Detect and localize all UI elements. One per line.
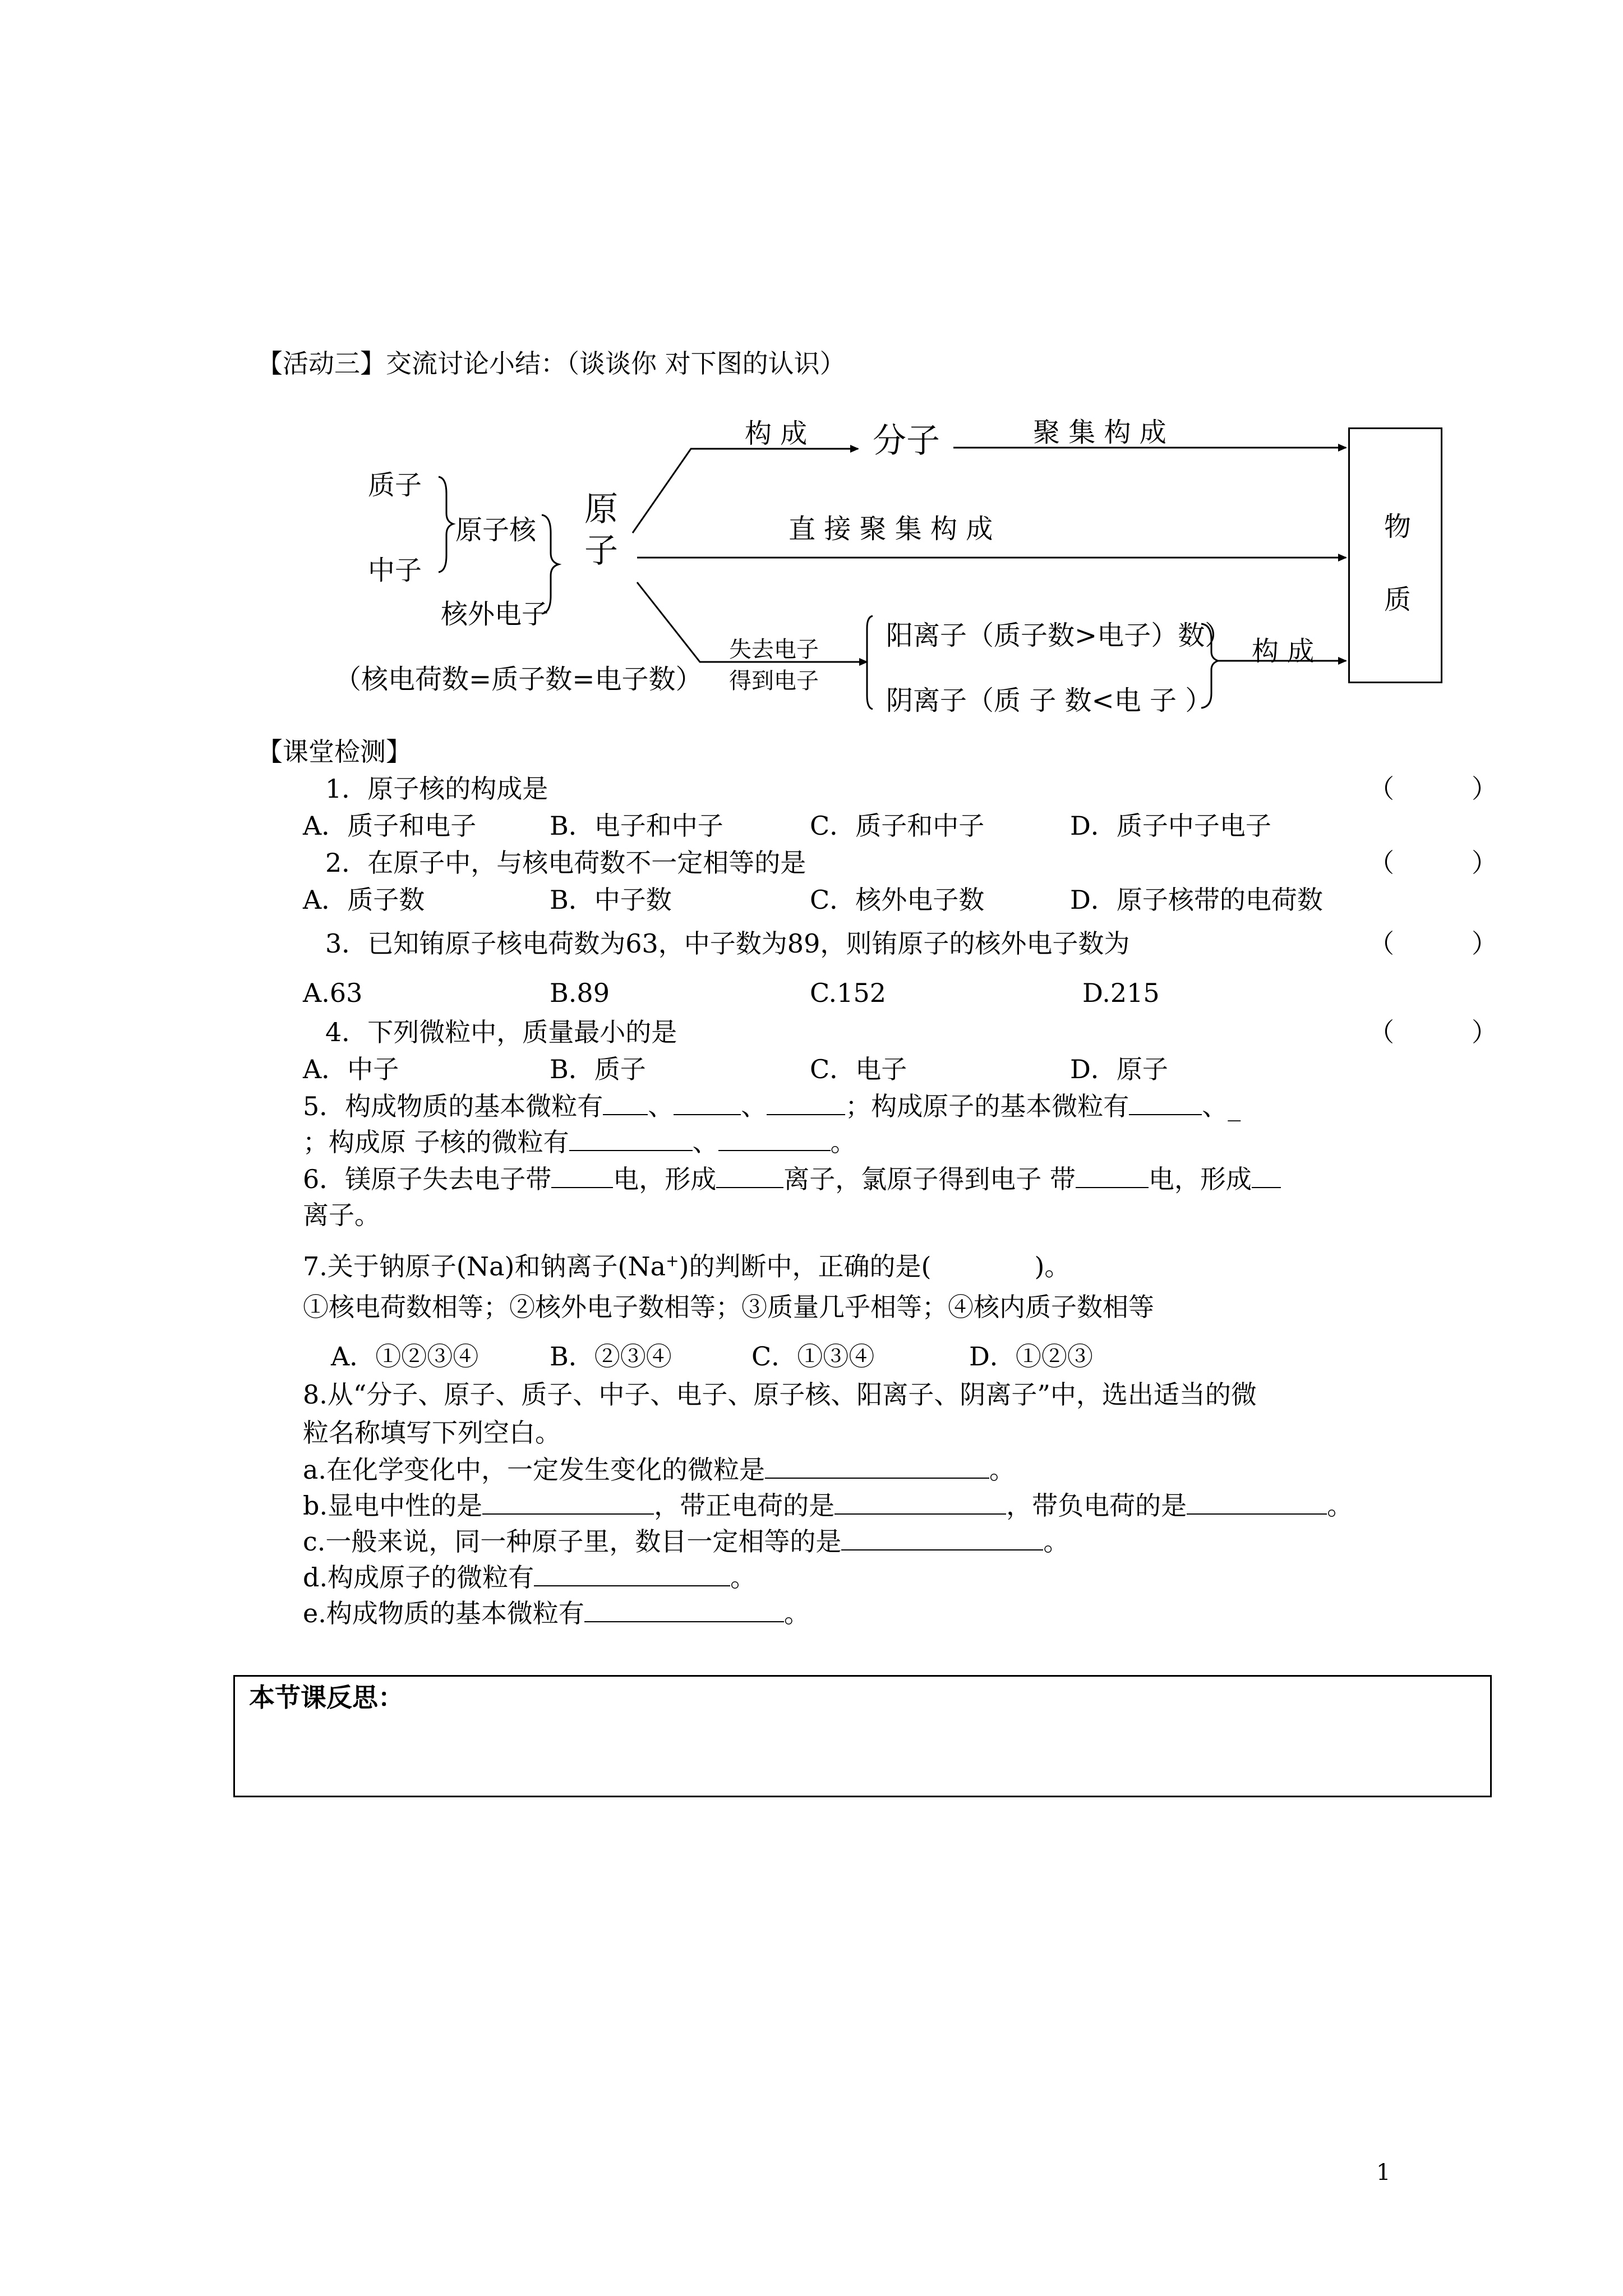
q6-blank-4[interactable] — [1252, 1162, 1281, 1188]
q8-c-blank[interactable] — [841, 1525, 1043, 1550]
q3-answer-paren[interactable]: （ ） — [1368, 928, 1497, 959]
q8-a — [303, 1453, 1015, 1487]
q2-stem: 2．在原子中，与核电荷数不一定相等的是 — [325, 848, 806, 878]
label-direct-aggregate: 直 接 聚 集 构 成 — [789, 513, 993, 545]
q8-e-text: e.构成物质的基本微粒有 — [303, 1598, 584, 1628]
q5-text-2: ；构成原子的基本微粒有 — [845, 1091, 1129, 1121]
q5-blank-4[interactable] — [1129, 1089, 1202, 1115]
q8-d-text: d.构成原子的微粒有 — [303, 1562, 534, 1593]
q7-items: ①核电荷数相等；②核外电子数相等；③质量几乎相等；④核内质子数相等 — [303, 1292, 1154, 1322]
label-neutron: 中子 — [368, 555, 422, 586]
q5-end-1: _ — [1228, 1091, 1241, 1121]
label-matter-char2: 质 — [1384, 584, 1412, 615]
q4-answer-paren[interactable]: （ ） — [1368, 1017, 1497, 1047]
q1-option-d[interactable]: D．质子中子电子 — [1070, 811, 1271, 841]
q5-line1 — [303, 1089, 1241, 1123]
q5-blank-1[interactable] — [603, 1089, 648, 1115]
brace-nucleus — [439, 477, 453, 572]
q3-option-c[interactable]: C.152 — [810, 978, 886, 1008]
q4-stem: 4．下列微粒中，质量最小的是 — [325, 1017, 677, 1047]
page-number: 1 — [1376, 2160, 1391, 2185]
matter-box — [1348, 427, 1442, 683]
q7-option-c[interactable]: C．①③④ — [751, 1341, 875, 1372]
q1-option-c[interactable]: C．质子和中子 — [810, 811, 985, 841]
q7-stem-2: )的判断中，正确的是( )。 — [679, 1251, 1071, 1282]
q7-sup: + — [666, 1251, 679, 1270]
q5-sep-2: 、 — [741, 1091, 767, 1121]
q8-c-end: 。 — [1043, 1526, 1069, 1557]
q7-stem — [303, 1244, 1070, 1283]
q7-option-b[interactable]: B．②③④ — [550, 1341, 672, 1372]
q5-line2 — [303, 1125, 856, 1159]
q8-stem-1: 8.从“分子、原子、质子、中子、电子、原子核、阳离子、阴离子”中，选出适当的微 — [303, 1379, 1257, 1410]
label-lose-electron: 失去电子 — [729, 637, 819, 662]
q7-stem-1: 7.关于钠原子(Na)和钠离子(Na — [303, 1251, 666, 1282]
q8-b-text-3: ，带负电荷的是 — [1006, 1490, 1187, 1521]
q3-option-b[interactable]: B.89 — [550, 978, 610, 1008]
q4-option-c[interactable]: C．电子 — [810, 1054, 907, 1084]
q5-blank-2[interactable] — [674, 1089, 741, 1115]
q2-answer-paren[interactable]: （ ） — [1368, 848, 1497, 878]
q5-sep-1: 、 — [648, 1091, 674, 1121]
q5-blank-5[interactable] — [569, 1125, 693, 1151]
q5-blank-3[interactable] — [767, 1089, 845, 1115]
q8-c — [303, 1525, 1069, 1558]
q5-text-3: ；构成原 子核的微粒有 — [303, 1127, 569, 1157]
q6-text-3: 离子，氯原子得到电子 带 — [783, 1164, 1076, 1194]
q3-option-a[interactable]: A.63 — [303, 978, 363, 1008]
label-proton: 质子 — [368, 470, 422, 501]
q6-line1 — [303, 1162, 1281, 1196]
q1-answer-paren[interactable]: （ ） — [1368, 774, 1497, 804]
q8-c-text: c.一般来说，同一种原子里，数目一定相等的是 — [303, 1526, 842, 1557]
label-matter-char1: 物 — [1384, 511, 1412, 542]
label-compose-molecule: 构 成 — [745, 418, 808, 449]
q8-e — [303, 1596, 810, 1630]
label-cation: 阳离子（质子数>电子）数） — [886, 620, 1232, 651]
q4-option-b[interactable]: B．质子 — [550, 1054, 646, 1084]
label-gain-electron: 得到电子 — [729, 668, 819, 694]
q2-option-c[interactable]: C．核外电子数 — [810, 885, 985, 915]
q4-option-a[interactable]: A．中子 — [303, 1054, 399, 1084]
q2-option-d[interactable]: D．原子核带的电荷数 — [1070, 885, 1323, 915]
q8-e-end: 。 — [783, 1598, 810, 1628]
reflection-box[interactable] — [233, 1675, 1492, 1797]
label-ion-compose: 构 成 — [1252, 636, 1315, 667]
q6-text-4: 电，形成 — [1148, 1164, 1252, 1194]
q6-blank-1[interactable] — [551, 1162, 613, 1188]
q5-text-1: 5．构成物质的基本微粒有 — [303, 1091, 603, 1121]
q6-blank-2[interactable] — [716, 1162, 783, 1188]
q5-sep-4: 、 — [692, 1127, 718, 1157]
q8-d — [303, 1561, 756, 1594]
q1-stem: 1．原子核的构成是 — [325, 774, 548, 804]
q8-b-blank-2[interactable] — [834, 1489, 1006, 1515]
q8-b-blank-3[interactable] — [1187, 1489, 1327, 1515]
activity-title: 【活动三】交流讨论小结：（谈谈你 对下图的认识） — [257, 348, 846, 379]
label-atom-char2: 子 — [584, 531, 618, 570]
q5-blank-6[interactable] — [718, 1125, 831, 1151]
q8-b — [303, 1489, 1353, 1522]
q2-option-b[interactable]: B．中子数 — [550, 885, 672, 915]
q7-option-d[interactable]: D．①②③ — [969, 1341, 1093, 1372]
q8-stem-2: 粒名称填写下列空白。 — [303, 1418, 561, 1448]
q8-e-blank[interactable] — [584, 1596, 784, 1622]
label-atom-char1: 原 — [584, 490, 618, 529]
q5-end-2: 。 — [830, 1127, 856, 1157]
q8-b-text-2: ，带正电荷的是 — [654, 1490, 835, 1521]
q3-option-d[interactable]: D.215 — [1082, 978, 1160, 1008]
q6-blank-3[interactable] — [1076, 1162, 1149, 1188]
q8-a-end: 。 — [989, 1455, 1016, 1485]
q8-b-text-1: b.显电中性的是 — [303, 1490, 483, 1521]
q8-a-blank[interactable] — [765, 1453, 989, 1479]
brace-ions — [867, 616, 873, 709]
q5-sep-3: 、 — [1202, 1091, 1228, 1121]
q6-text-2: 电，形成 — [613, 1164, 717, 1194]
q1-option-b[interactable]: B．电子和中子 — [550, 811, 723, 841]
label-molecule: 分子 — [873, 421, 940, 461]
q8-d-end: 。 — [730, 1562, 757, 1593]
label-aggregate-compose: 聚 集 构 成 — [1033, 417, 1166, 448]
q4-option-d[interactable]: D．原子 — [1070, 1054, 1168, 1084]
reflection-title: 本节课反思： — [249, 1682, 404, 1713]
q3-stem: 3．已知铕原子核电荷数为63，中子数为89，则铕原子的核外电子数为 — [325, 928, 1130, 959]
label-anion: 阴离子（质 子 数<电 子 ） — [886, 685, 1212, 716]
q8-a-text: a.在化学变化中，一定发生变化的微粒是 — [303, 1455, 766, 1485]
q8-b-blank-1[interactable] — [482, 1489, 654, 1515]
label-relation: （核电荷数=质子数=电子数） — [334, 664, 703, 695]
label-electron-outside: 核外电子 — [441, 599, 549, 630]
q2-option-a[interactable]: A．质子数 — [303, 885, 425, 915]
label-nucleus: 原子核 — [455, 514, 537, 546]
q1-option-a[interactable]: A．质子和电子 — [303, 811, 477, 841]
q8-b-end: 。 — [1327, 1490, 1353, 1521]
q8-d-blank[interactable] — [534, 1561, 730, 1586]
q7-option-a[interactable]: A．①②③④ — [331, 1341, 479, 1372]
quiz-title: 【课堂检测】 — [257, 737, 412, 767]
q6-text-5: 离子。 — [303, 1200, 380, 1230]
q6-text-1: 6．镁原子失去电子带 — [303, 1164, 552, 1194]
